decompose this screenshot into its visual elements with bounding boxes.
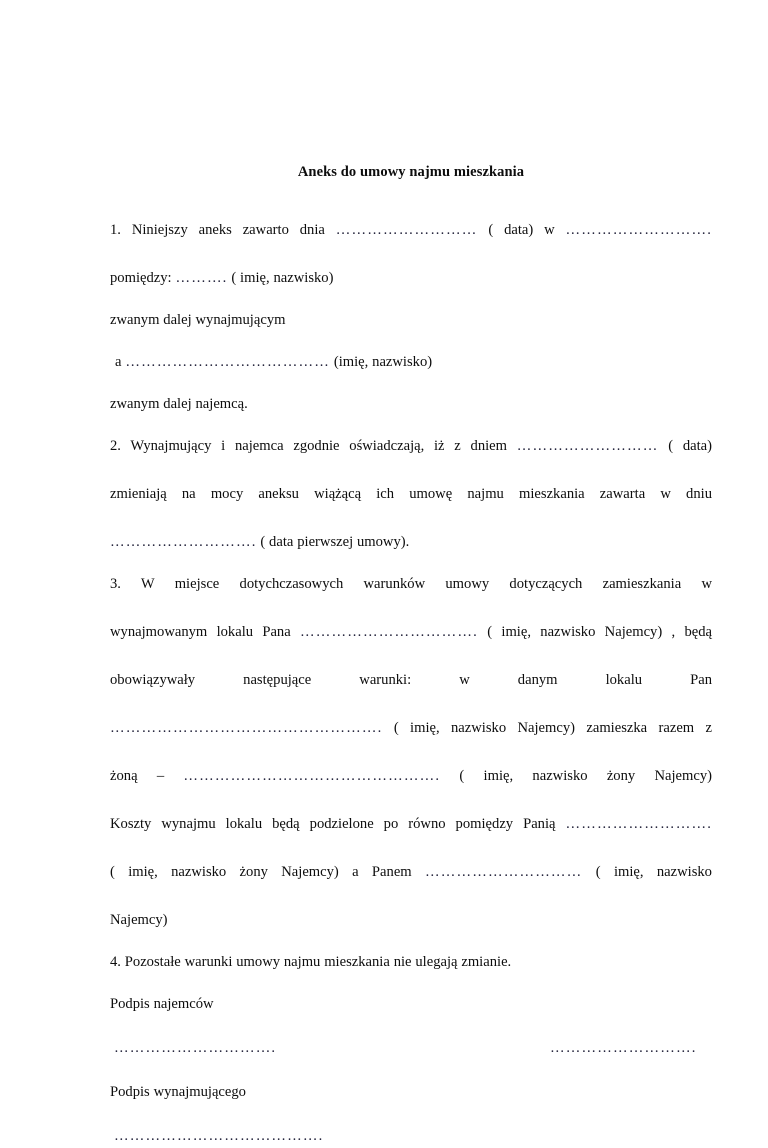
clause-3-text-d: żoną – [110, 768, 184, 784]
spacer-10 [110, 1104, 712, 1124]
clause-3-text-e: ( imię, nazwisko żony Najemcy) [440, 768, 712, 784]
spacer-3 [110, 374, 712, 392]
clause-3-dots-wife-name: …………………………………………. [183, 768, 441, 784]
clause-1-text-a: 1. Niniejszy aneks zawarto dnia [110, 222, 336, 238]
page-title: Aneks do umowy najmu mieszkania [297, 164, 525, 180]
clause-1-text-c: pomiędzy: [110, 270, 176, 286]
clause-3-dots-tenant-name-2: ……………………………………………. [110, 720, 383, 736]
clause-2-line-3 [110, 530, 712, 554]
clause-1-paragraph-line2 [110, 266, 712, 290]
signature-landlord-line-row [110, 1124, 712, 1148]
spacer-7 [110, 974, 712, 992]
clause-1-paragraph [110, 218, 712, 266]
clause-1-dots-place: ………………………. [565, 222, 713, 238]
clause-3-dots-lady-name: ………………………. [565, 816, 712, 832]
clause-1-text-b: ( data) w [477, 222, 566, 238]
clause-3-line-6 [110, 812, 712, 860]
clause-2-text-a: 2. Wynajmujący i najemca zgodnie oświadczają, iż z dniem [110, 438, 517, 454]
tenant-designation: zwanym dalej najemcą. [110, 396, 248, 412]
clause-3-dots-gentleman-name: ………………………… [424, 864, 583, 880]
clause-3-line-1: 3. W miejsce dotychczasowych warunków umowy dotyczących zamieszkania w [110, 576, 712, 592]
clause-3-line-7 [110, 860, 712, 908]
clause-3-text-c: ( imię, nazwisko Najemcy) zamieszka razem z [382, 720, 712, 736]
tenant-blank-suffix: (imię, nazwisko) [330, 354, 433, 370]
clause-3-dots-tenant-name: ……………………………. [299, 624, 478, 640]
spacer-2 [110, 332, 712, 350]
document-body [110, 160, 712, 1148]
signature-landlord-label: Podpis wynajmującego [110, 1084, 246, 1100]
spacer-8 [110, 1016, 712, 1036]
clause-2-text-b: ( data) [658, 438, 712, 454]
clause-3-text-a: wynajmowanym lokalu Pana [110, 624, 300, 640]
signature-line-tenant-1[interactable]: …………………………. [114, 1040, 277, 1056]
clause-3-line-5 [110, 764, 712, 812]
signature-tenants-label: Podpis najemców [110, 996, 214, 1012]
clause-3-line-4 [110, 716, 712, 764]
clause-3-line-2 [110, 620, 712, 668]
spacer-5 [110, 554, 712, 572]
signature-tenants-lines [110, 1036, 712, 1060]
clause-1-dots-name: ………. [175, 270, 228, 286]
tenant-name-blank [110, 350, 712, 374]
clause-2-text-c: ( data pierwszej umowy). [256, 534, 410, 550]
clause-2-dots-first-contract: ………………………. [110, 534, 257, 550]
clause-1-text-d: ( imię, nazwisko) [227, 270, 334, 286]
clause-3-line-8: Najemcy) [110, 912, 168, 928]
clause-2-line-1 [110, 434, 712, 482]
tenant-blank-prefix: a [115, 354, 126, 370]
spacer-4 [110, 416, 712, 434]
clause-1-dots-date: ……………………… [335, 222, 478, 238]
signature-line-tenant-2[interactable]: ………………………. [550, 1040, 697, 1056]
clause-2-line-2: zmieniają na mocy aneksu wiążącą ich umowę najmu mieszkania zawarta w dniu [110, 486, 712, 502]
clause-2-dots-date: ……………………… [516, 438, 659, 454]
spacer-after-title [110, 184, 712, 218]
clause-3-text-g: ( imię, nazwisko żony Najemcy) a Panem [110, 864, 425, 880]
signature-line-landlord[interactable]: …………………………………. [114, 1128, 324, 1144]
spacer-6 [110, 932, 712, 950]
spacer-9 [110, 1060, 712, 1080]
spacer-1 [110, 290, 712, 308]
clause-3-text-b: ( imię, nazwisko Najemcy) , będą [477, 624, 712, 640]
landlord-designation: zwanym dalej wynajmującym [110, 312, 286, 328]
tenant-blank-dots: ………………………………… [125, 354, 330, 370]
clause-3-line-3: obowiązywały następujące warunki: w danym lokalu Pan [110, 672, 712, 688]
clause-3-text-f: Koszty wynajmu lokalu będą podzielone po równo pomiędzy Panią [110, 816, 566, 832]
clause-3-text-h: ( imię, nazwisko [582, 864, 712, 880]
clause-4-paragraph: 4. Pozostałe warunki umowy najmu mieszkania nie ulegają zmianie. [110, 954, 512, 970]
